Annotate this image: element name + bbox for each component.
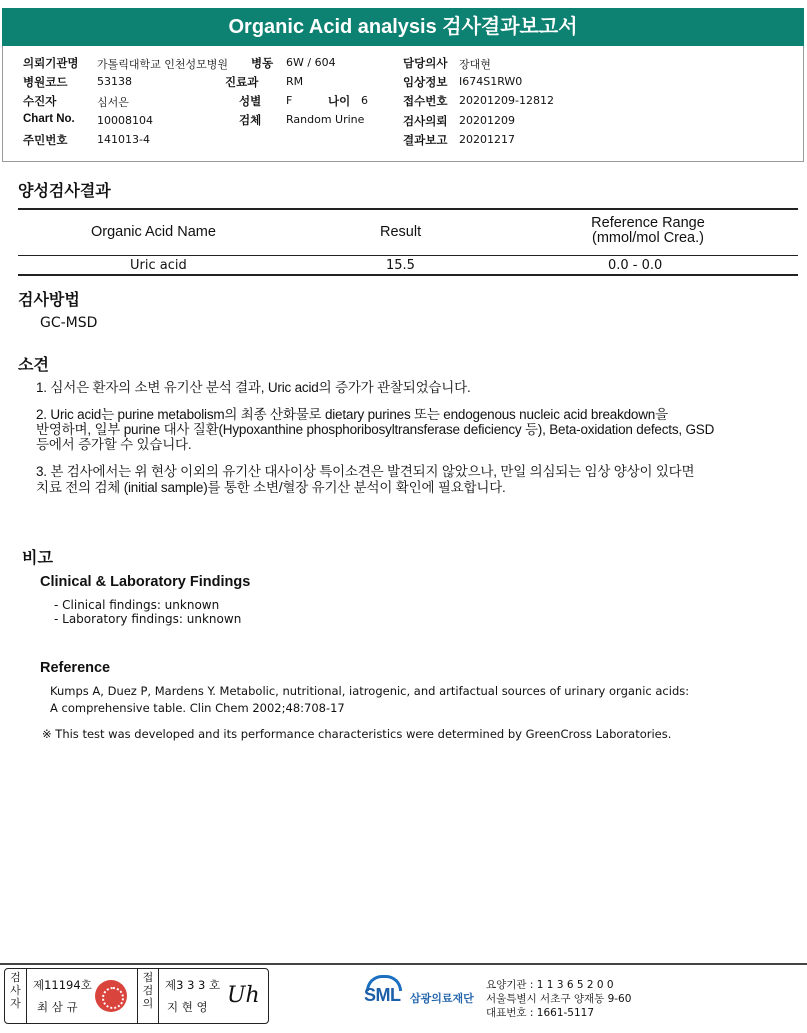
specimen-value: Random Urine: [286, 113, 365, 126]
institution-value: 가톨릭대학교 인천성모병원: [97, 58, 229, 71]
clinical-info-label: 임상정보: [403, 75, 448, 89]
request-date-label: 검사의뢰: [403, 114, 448, 128]
remarks-title: 비고: [22, 548, 53, 567]
range-cell: 0.0 - 0.0: [608, 258, 663, 273]
footer-divider: [0, 963, 807, 965]
patient-value: 심서은: [97, 96, 129, 109]
confirmer-number: 제3 3 3 호: [165, 978, 221, 992]
org-address: 서울특별시 서초구 양재동 9-60: [486, 993, 632, 1005]
method-title: 검사방법: [18, 290, 80, 309]
org-code: 요양기관 : 1 1 3 6 5 2 0 0: [486, 979, 614, 991]
laboratory-findings: - Laboratory findings: unknown: [54, 612, 242, 626]
org-phone: 대표번호 : 1661-5117: [486, 1007, 595, 1019]
receipt-no-label: 접수번호: [403, 94, 448, 108]
chart-no-label: Chart No.: [23, 113, 75, 125]
reference-title: Reference: [40, 660, 111, 676]
hospital-code-label: 병원코드: [23, 75, 68, 89]
report-title: Organic Acid analysis 검사결과보고서: [2, 8, 804, 46]
resident-no-value: 141013-4: [97, 133, 150, 146]
inspector-label-text: 검사자: [10, 971, 21, 1010]
sex-label: 성별: [239, 94, 262, 108]
result-cell: 15.5: [386, 258, 415, 273]
ward-label: 병동: [251, 56, 274, 70]
opinion-title: 소견: [18, 355, 49, 374]
inspector-name: 최 삼 규: [37, 1000, 78, 1014]
developer-note: ※ This test was developed and its performance characteristics were determined by GreenCross Laboratories.: [42, 727, 672, 741]
receipt-no-value: 20201209-12812: [459, 94, 554, 107]
col-header-name: Organic Acid Name: [91, 224, 216, 240]
confirmer-label: [137, 969, 159, 1023]
opinion-item-2-line-2: 반영하며, 일부 purine 대사 질환(Hypoxanthine phosphoribosyltransferase deficiency 등), Beta-oxidation defects, GSD: [36, 422, 715, 437]
confirmer-name: 지 현 영: [167, 1000, 208, 1014]
report-date-label: 결과보고: [403, 133, 448, 147]
chart-no-value: 10008104: [97, 114, 153, 127]
result-table: [18, 208, 798, 276]
department-value: RM: [286, 75, 304, 88]
doctor-label: 담당의사: [403, 56, 448, 70]
col-header-reference-line2: (mmol/mol Crea.): [592, 230, 704, 246]
findings-title: Clinical & Laboratory Findings: [40, 574, 251, 590]
col-header-result: Result: [380, 224, 422, 240]
doctor-value: 장대현: [459, 58, 491, 71]
specimen-label: 검체: [239, 113, 262, 127]
institution-label: 의뢰기관명: [23, 56, 79, 70]
positive-results-title: 양성검사결과: [18, 181, 111, 200]
sex-value: F: [286, 94, 293, 107]
age-label: 나이: [328, 94, 351, 108]
resident-no-label: 주민번호: [23, 133, 68, 147]
opinion-item-3-line-1: 3. 본 검사에서는 위 현상 이외의 유기산 대사이상 특이소견은 발견되지 않았으나, 만일 의심되는 임상 양상이 있다면: [36, 464, 695, 479]
seal-icon: [95, 980, 127, 1012]
patient-label: 수진자: [23, 94, 57, 108]
hospital-code-value: 53138: [97, 75, 132, 88]
ward-value: 6W / 604: [286, 56, 336, 69]
department-label: 진료과: [225, 75, 259, 89]
opinion-item-1: 1. 심서은 환자의 소변 유기산 분석 결과, Uric acid의 증가가 관찰되었습니다.: [36, 380, 471, 395]
patient-info-panel: [2, 46, 804, 162]
acid-name-cell: Uric acid: [130, 258, 187, 273]
opinion-item-2-line-1: 2. Uric acid는 purine metabolism의 최종 산화물로 dietary purines 또는 endogenous nucleic acid breakdown을: [36, 407, 668, 422]
confirmer-label-text: 접검의: [142, 971, 154, 1010]
inspector-number: 제11194호: [33, 978, 92, 992]
table-row: [18, 257, 798, 275]
clinical-findings: - Clinical findings: unknown: [54, 598, 220, 612]
opinion-item-2-line-3: 등에서 증가할 수 있습니다.: [36, 437, 192, 452]
inspector-label: [5, 969, 27, 1023]
logo-text: SML: [364, 985, 401, 1005]
signature: Uh: [227, 983, 260, 1008]
reference-line-2: A comprehensive table. Clin Chem 2002;48:708-17: [50, 701, 345, 715]
clinical-info-value: I674S1RW0: [459, 75, 523, 88]
col-header-reference: [548, 216, 748, 246]
col-header-reference-line1: Reference Range: [591, 215, 705, 231]
reference-line-1: Kumps A, Duez P, Mardens Y. Metabolic, nutritional, iatrogenic, and artifactual sources of urinary organic acids:: [50, 684, 690, 698]
opinion-item-3-line-2: 치료 전의 검체 (initial sample)를 통한 소변/혈장 유기산 분석이 확인에 필요합니다.: [36, 480, 506, 495]
age-value: 6: [361, 94, 368, 107]
signature-stamp-box: [4, 968, 269, 1024]
result-table-header: [18, 210, 798, 256]
logo-name: 삼광의료재단: [410, 992, 474, 1005]
request-date-value: 20201209: [459, 114, 515, 127]
report-date-value: 20201217: [459, 133, 515, 146]
organization-info: [486, 978, 631, 1020]
method-value: GC-MSD: [40, 315, 98, 331]
